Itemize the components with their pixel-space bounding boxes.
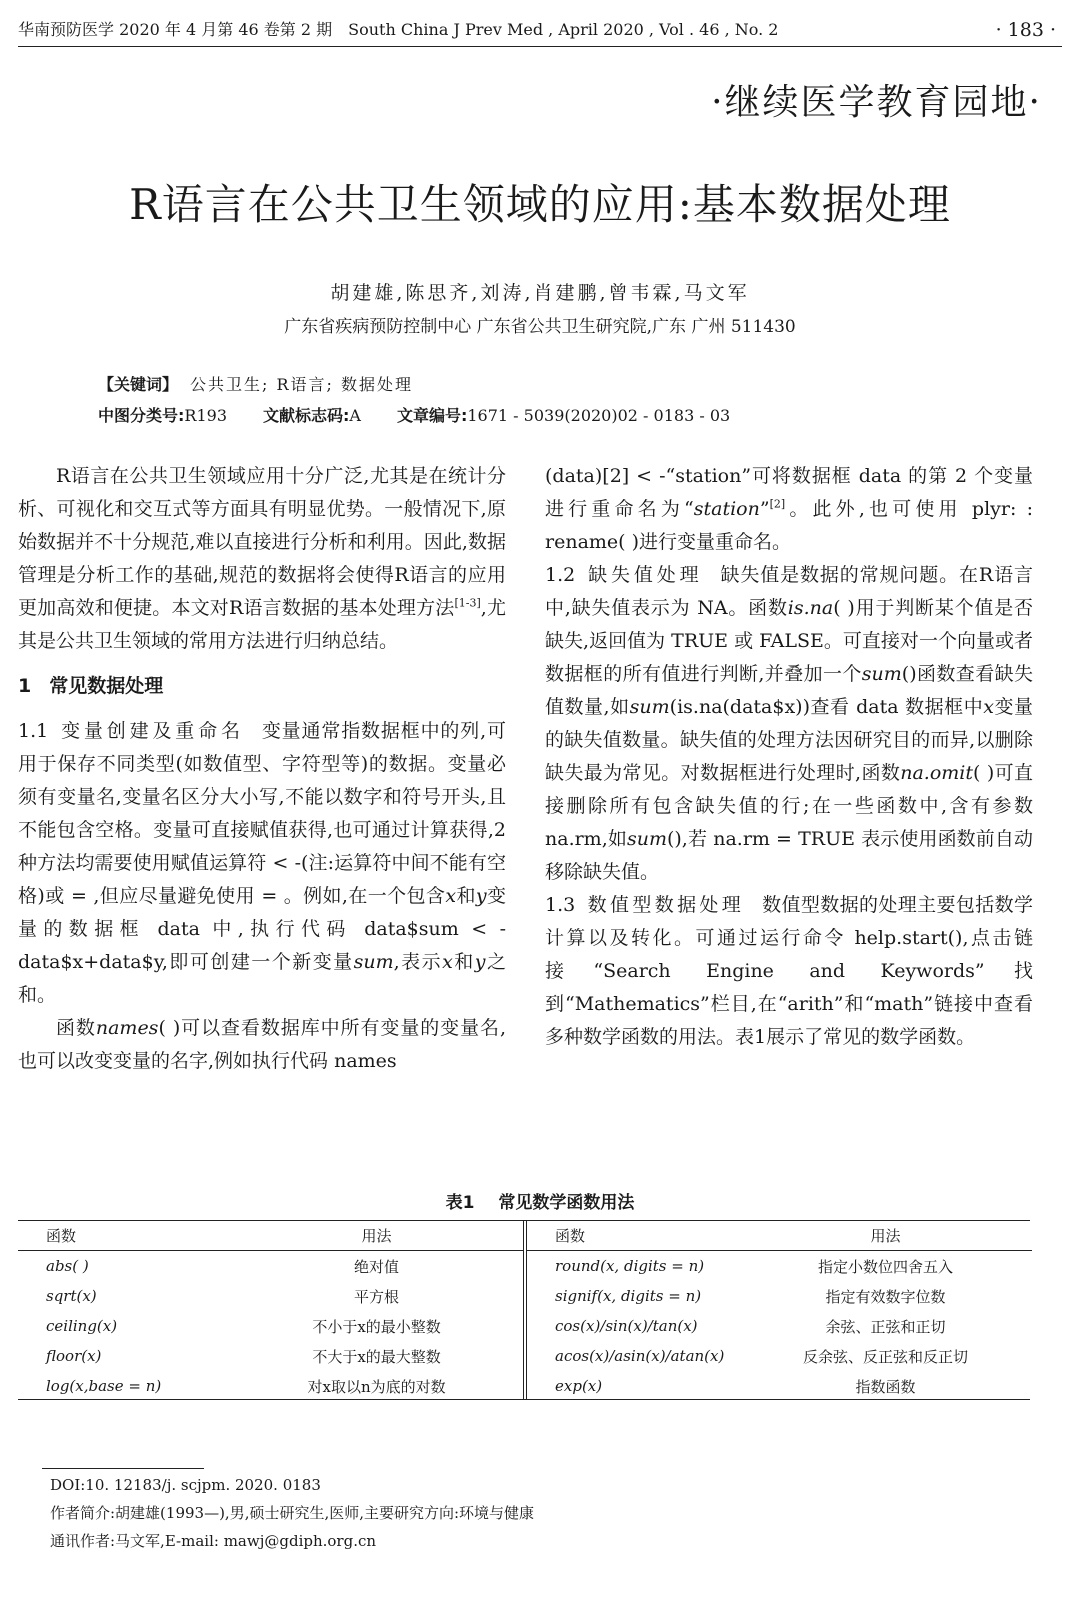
body-column-right	[545, 460, 1033, 1054]
names-text-b: ( )可以查看数据库中所有变量的变量名,也可以改变变量的名字,例如执行代码 names	[18, 1017, 506, 1072]
var-x: x	[445, 885, 457, 907]
cell-function: signif(x, digits = n)	[555, 1287, 702, 1305]
citation-ref: [1-3]	[454, 596, 481, 610]
keywords-items: 公共卫生; R语言; 数据处理	[190, 375, 414, 394]
citation-ref: [2]	[769, 497, 786, 511]
table-header-row	[527, 1221, 1032, 1251]
fn-sum-3: sum	[626, 828, 667, 850]
table-left	[18, 1221, 523, 1401]
table-row	[527, 1281, 1032, 1311]
cell-usage: 不小于x的最小整数	[312, 1317, 441, 1336]
conj-and-2: 和	[452, 951, 475, 973]
intro-text-b: ,尤其是公共卫生领域的常用方法进行归纳总结。	[18, 597, 507, 652]
fn-sum-2: sum	[629, 696, 670, 718]
table-row	[18, 1371, 523, 1401]
s12-text-e: 变量的缺失值数量。缺失值的处理方法因研究目的而异,以删除缺失最为常见。对数据框进行处理时,函数	[545, 696, 1033, 784]
subsection-number: 1.2	[545, 564, 576, 586]
s12-text-a: 缺失值是数据的常规问题。在R语言中,缺失值表示为 NA。函数	[545, 564, 1033, 619]
table-number: 表1	[445, 1193, 475, 1213]
cell-usage: 指数函数	[855, 1377, 916, 1396]
subsection-title: 缺失值处理	[587, 564, 703, 586]
cell-usage: 反余弦、反正弦和反正切	[803, 1347, 969, 1366]
subsection-number: 1.3	[545, 894, 576, 916]
table-row	[527, 1251, 1032, 1282]
journal-en: South China J Prev Med , April 2020 , Vol . 46 , No. 2	[348, 20, 779, 39]
fn-isna: is.na	[787, 597, 834, 619]
s12-text-f: ( )可直接删除所有包含缺失值的行;在一些函数中,含有参数 na.rm,如	[545, 762, 1033, 850]
var-sum: sum	[353, 951, 394, 973]
cell-usage: 不大于x的最大整数	[312, 1347, 441, 1366]
cell-function: ceiling(x)	[46, 1317, 118, 1335]
page-number: · 183 ·	[995, 19, 1056, 41]
station-word: station	[693, 498, 760, 520]
keywords-line	[98, 372, 413, 395]
running-header	[18, 18, 1062, 47]
var-x: x	[983, 696, 994, 718]
s12-text-d: (is.na(data$x))查看 data 数据框中	[669, 696, 984, 718]
col-header-usage: 用法	[230, 1221, 523, 1251]
clc-value: R193	[184, 406, 227, 425]
table-caption	[0, 1188, 1080, 1213]
clc-label: 中图分类号:	[98, 406, 185, 425]
table-right	[527, 1221, 1032, 1401]
s12-text-b: ( )用于判断某个值是否缺失,返回值为 TRUE 或 FALSE。可直接对一个向量或者数据框的所有值进行判断,并叠加一个	[545, 597, 1033, 685]
cell-usage: 余弦、正弦和正切	[825, 1317, 946, 1336]
intro-paragraph	[18, 460, 506, 658]
cell-function: exp(x)	[555, 1377, 603, 1395]
cell-function: abs( )	[46, 1257, 89, 1275]
names-text-a: 函数	[56, 1017, 96, 1039]
cell-function: floor(x)	[46, 1347, 102, 1365]
fn-names: names	[95, 1017, 159, 1039]
journal-citation	[18, 18, 778, 42]
fn-naomit: na.omit	[900, 762, 973, 784]
continued-paragraph	[545, 460, 1033, 559]
var-y: y	[475, 885, 487, 907]
table-row	[18, 1341, 523, 1371]
article-number-label: 文章编号:	[396, 406, 468, 425]
body-column-left	[18, 460, 506, 1078]
cont-text-a: (data)[2] < -“station”可将数据框 data 的第 2 个变量进行重命名为“	[545, 465, 1033, 520]
col-header-function: 函数	[527, 1221, 739, 1251]
s13-text: 数值型数据的处理主要包括数学计算以及转化。可通过运行命令 help.start(),点击链接“Search Engine and Keywords”找到“Mathematics”栏目,在“arith”和“math”链接中查看多种数学函数的用法。表1展示了常见的数学函数。	[545, 894, 1033, 1048]
cell-function: sqrt(x)	[46, 1287, 97, 1305]
table-row	[18, 1251, 523, 1282]
table-right-half	[526, 1221, 1032, 1399]
cell-usage: 指定小数位四舍五入	[818, 1257, 954, 1276]
subsection-title: 数值型数据处理	[587, 894, 745, 916]
table-title: 常见数学函数用法	[498, 1193, 635, 1213]
doc-code-value: A	[349, 406, 361, 425]
cell-usage: 绝对值	[354, 1257, 400, 1276]
corresponding-author-line: 通讯作者:马文军,E-mail: mawj@gdiph.org.cn	[50, 1532, 377, 1550]
subsection-text-d: 之和。	[18, 951, 506, 1006]
subsection-title: 变量创建及重命名	[60, 720, 244, 742]
cell-usage: 平方根	[354, 1287, 400, 1306]
section-heading-1	[18, 670, 506, 703]
subsection-1-1	[18, 715, 506, 1012]
table-row	[527, 1341, 1032, 1371]
cell-usage: 对x取以n为底的对数	[307, 1377, 446, 1396]
table-row	[18, 1311, 523, 1341]
cont-quote: ”	[759, 498, 770, 520]
paper-title: R语言在公共卫生领域的应用:基本数据处理	[129, 180, 951, 229]
cell-function: cos(x)/sin(x)/tan(x)	[555, 1317, 698, 1335]
cell-usage: 指定有效数字位数	[825, 1287, 946, 1306]
table-header-row	[18, 1221, 523, 1251]
doi-line: DOI:10. 12183/j. scjpm. 2020. 0183	[50, 1476, 321, 1494]
table-row	[527, 1311, 1032, 1341]
article-number-value: 1671 - 5039(2020)02 - 0183 - 03	[467, 406, 731, 425]
intro-text-a: R语言在公共卫生领域应用十分广泛,尤其是在统计分析、可视化和交互式等方面具有明显优势。一般情况下,原始数据并不十分规范,难以直接进行分析和利用。因此,数据管理是分析工作的基础,规范的数据将会使得R语言的应用更加高效和便捷。本文对R语言数据的基本处理方法	[18, 465, 506, 619]
subsection-text: 变量通常指数据框中的列,可用于保存不同类型(如数值型、字符型等)的数据。变量必须有变量名,变量名区分大小写,不能以数字和符号开头,且不能包含空格。变量可直接赋值获得,也可通过计算获得,2种方法均需要使用赋值运算符 < -(注:运算符中间不能有空格)或 = ,但应尽量避免使用 = 。例如,在一个包含	[18, 720, 506, 907]
author-list: 胡建雄,陈思齐,刘涛,肖建鹏,曾韦霖,马文军	[330, 282, 750, 304]
doc-code-label: 文献标志码:	[263, 406, 350, 425]
table-left-half	[18, 1221, 524, 1399]
author-bio-line: 作者简介:胡建雄(1993—),男,硕士研究生,医师,主要研究方向:环境与健康	[50, 1504, 535, 1522]
s12-text-c: ()函数查看缺失值数量,如	[545, 663, 1033, 718]
subsection-number: 1.1	[18, 720, 49, 742]
footnote-divider	[42, 1468, 204, 1469]
subsection-1-3	[545, 889, 1033, 1054]
table-row	[18, 1281, 523, 1311]
cell-function: acos(x)/asin(x)/atan(x)	[555, 1347, 725, 1365]
fn-sum: sum	[861, 663, 902, 685]
s12-text-g: (),若 na.rm = TRUE 表示使用函数前自动移除缺失值。	[545, 828, 1033, 883]
section-title: 常见数据处理	[49, 675, 164, 697]
col-header-function: 函数	[18, 1221, 230, 1251]
table-row	[527, 1371, 1032, 1401]
cell-function: log(x,base = n)	[46, 1377, 162, 1395]
cont-text-c: 。此外,也可使用 plyr: : rename( )进行变量重命名。	[545, 498, 1033, 553]
keywords-label: 【关键词】	[98, 375, 179, 394]
subsection-1-2	[545, 559, 1033, 889]
affiliation: 广东省疾病预防控制中心 广东省公共卫生研究院,广东 广州 511430	[284, 317, 796, 337]
subsection-text-b: 变量的数据框 data 中,执行代码 data$sum < -data$x+data$y,即可创建一个新变量	[18, 885, 506, 973]
math-functions-table	[18, 1220, 1030, 1400]
section-number: 1	[18, 675, 32, 697]
section-tag: ·继续医学教育园地·	[711, 82, 1042, 123]
journal-cn: 华南预防医学 2020 年 4 月第 46 卷第 2 期	[18, 20, 333, 39]
var-y-2: y	[474, 951, 486, 973]
var-x-2: x	[442, 951, 453, 973]
conj-and: 和	[456, 885, 476, 907]
cell-function: round(x, digits = n)	[555, 1257, 705, 1275]
subsection-text-c: ,表示	[393, 951, 443, 973]
names-paragraph	[18, 1012, 506, 1078]
classification-line	[98, 403, 730, 426]
col-header-usage: 用法	[739, 1221, 1032, 1251]
